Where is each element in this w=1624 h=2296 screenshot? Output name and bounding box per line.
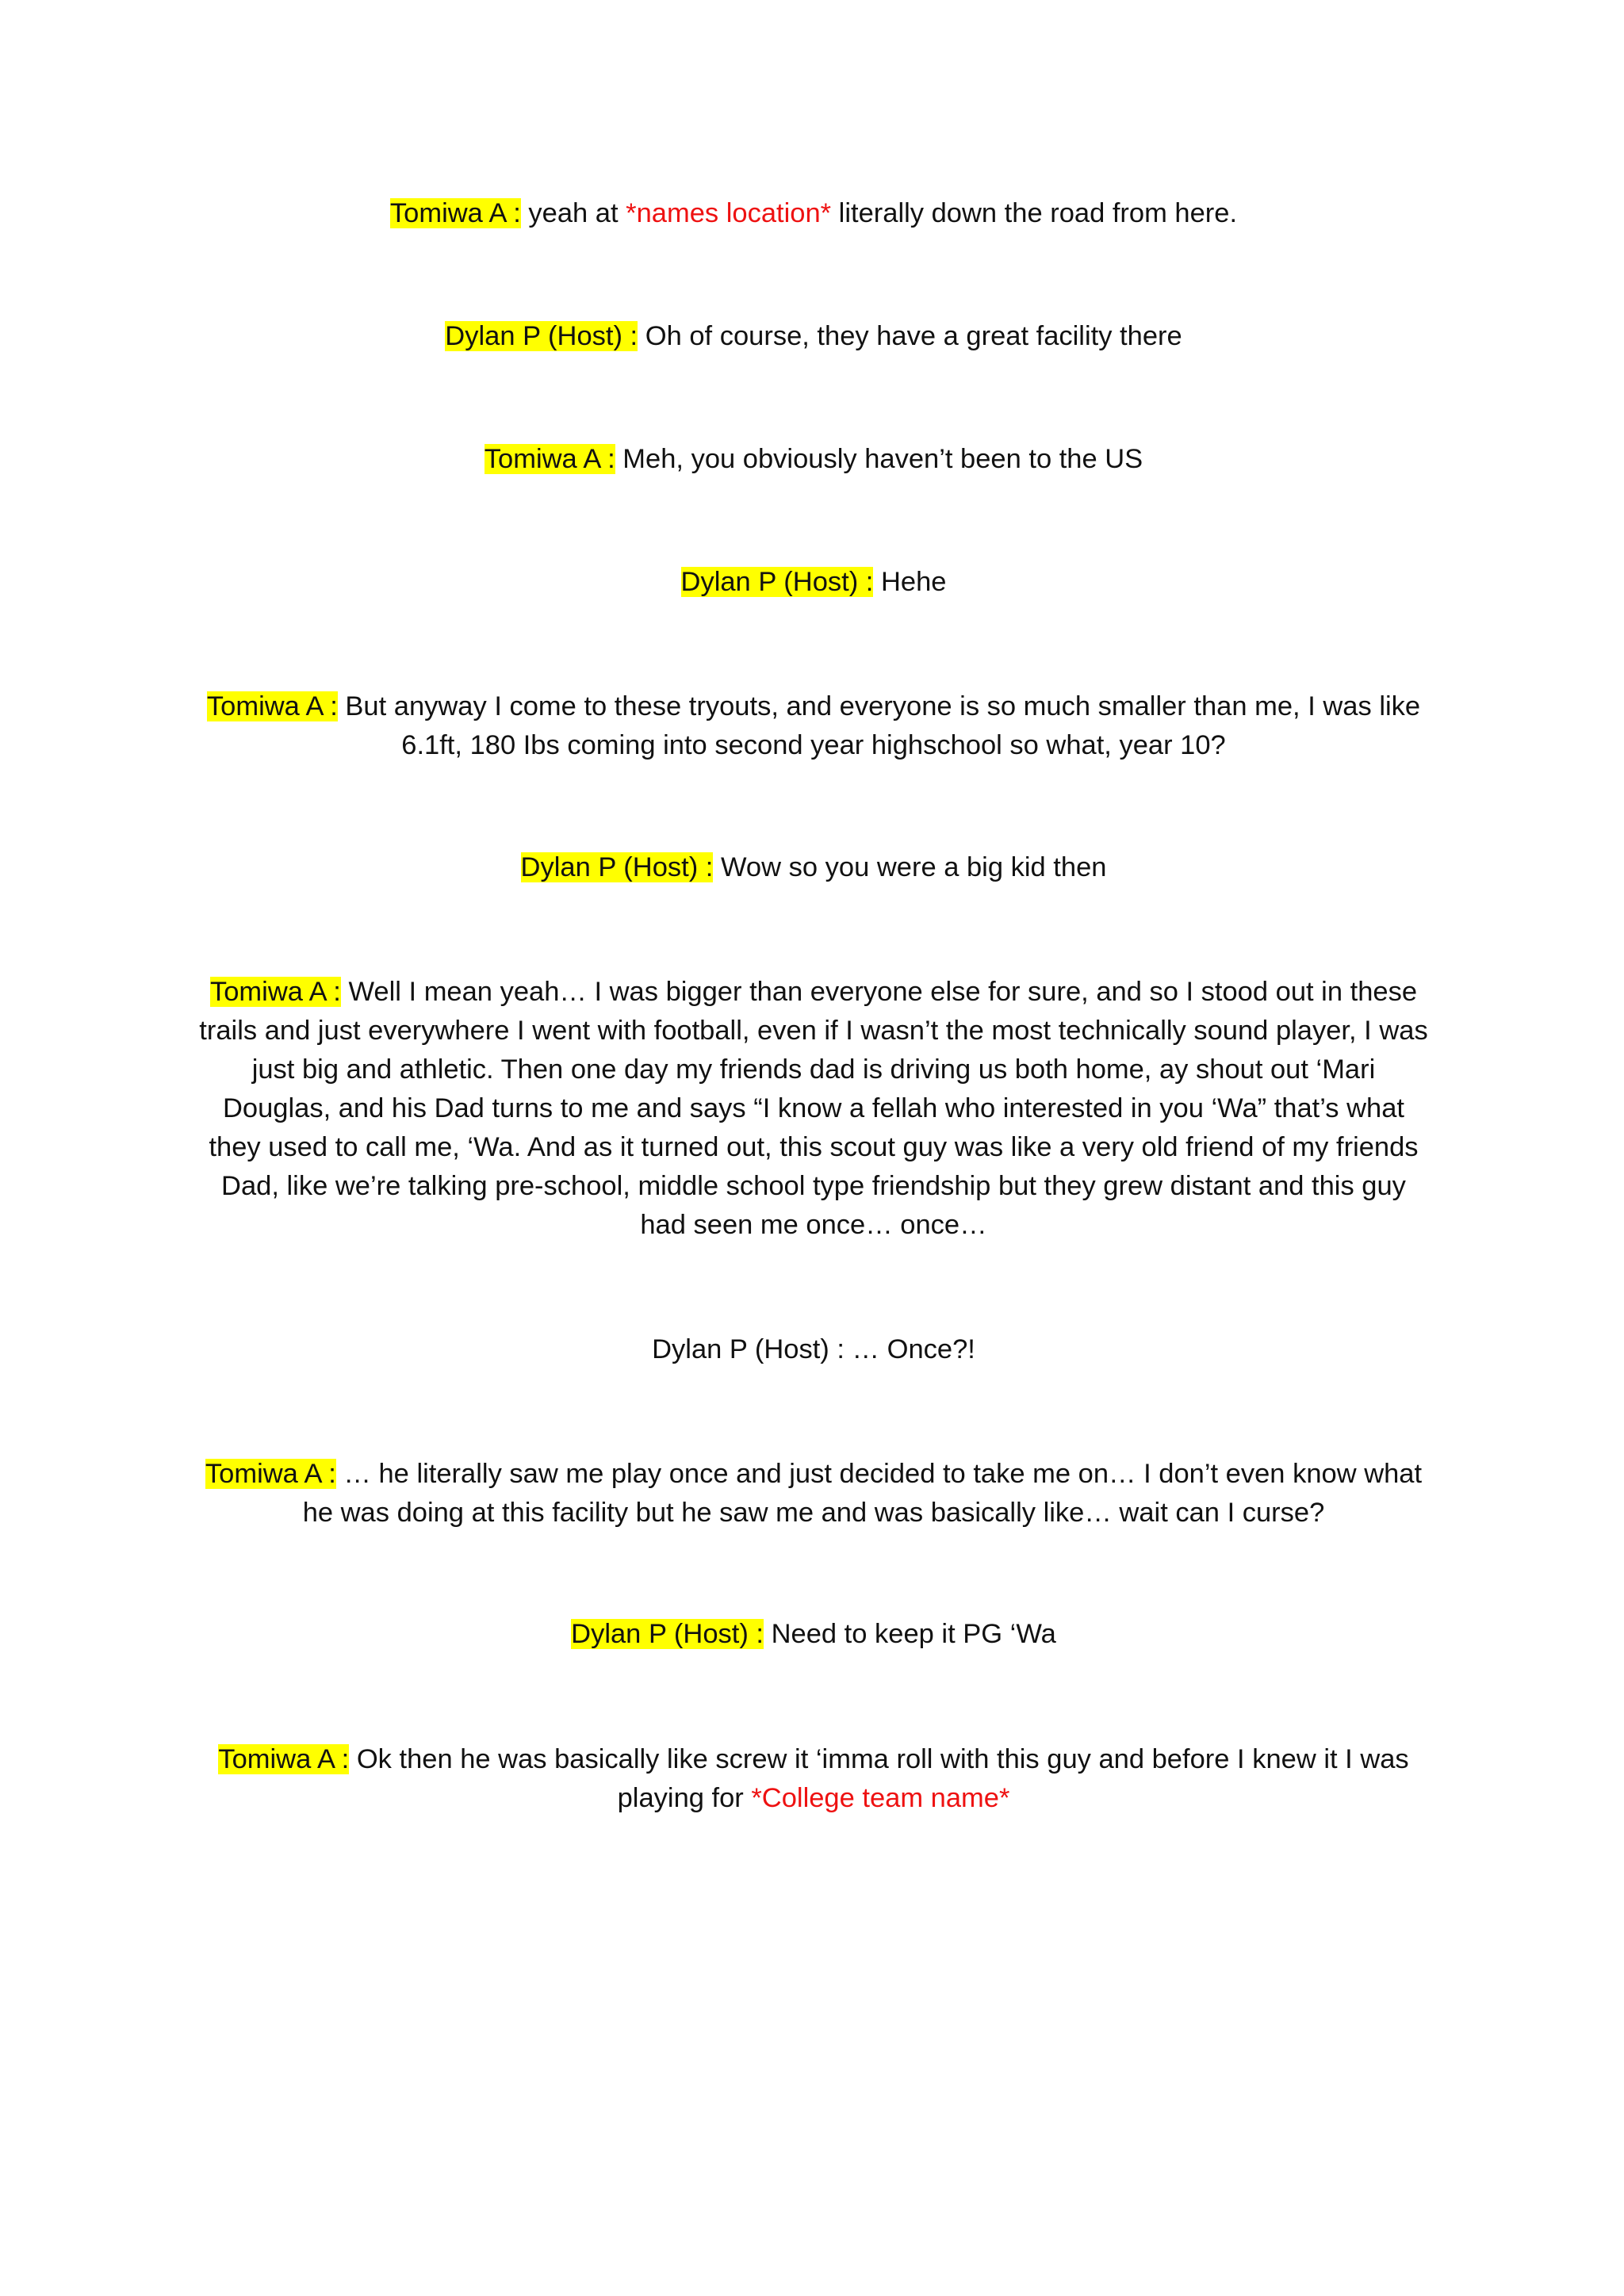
speaker-label: Dylan P (Host) : — [680, 567, 874, 597]
transcript-line — [195, 563, 1432, 602]
line-text: Hehe — [873, 567, 947, 597]
speaker-label: Dylan P (Host) : — [571, 1619, 764, 1649]
speaker-label: Tomiwa A : — [484, 444, 615, 474]
placeholder-text: *College team name* — [751, 1783, 1010, 1813]
line-text: … he literally saw me play once and just decided to take me on… I don’t even know what he was doing at this facility but he saw me and was basically like… wait can I curse? — [302, 1459, 1423, 1528]
placeholder-text: *names location* — [626, 198, 832, 228]
transcript-line — [195, 317, 1432, 356]
transcript-line — [195, 1740, 1432, 1818]
line-text: Well I mean yeah… I was bigger than everyone else for sure, and so I stood out in these trails and just everywhere I went with football, even if I wasn’t the most technically sound player, I was just big and athletic. Then one day my friends dad is driving us both home, ay shout out ‘Mari Douglas, and his Dad turns to me and says “I know a fellah who interested in you ‘Wa” that’s what they used to call me, ‘Wa. And as it turned out, this scout guy was like a very old friend of my friends Dad, like we’re talking pre-school, middle school type friendship but they grew distant and this guy had seen me once… once… — [199, 977, 1428, 1240]
transcript-line — [195, 1455, 1432, 1533]
line-text: literally down the road from here. — [831, 198, 1238, 228]
speaker-label: Dylan P (Host) : — [445, 321, 638, 351]
line-text: But anyway I come to these tryouts, and everyone is so much smaller than me, I was like 6.1ft, 180 Ibs coming into second year highschool so what, year 10? — [337, 691, 1421, 760]
line-text: Ok then he was basically like screw it ‘imma roll with this guy and before I knew it I was playing for — [349, 1744, 1409, 1813]
transcript-line — [195, 440, 1432, 479]
transcript-line — [195, 687, 1432, 765]
transcript-line — [195, 973, 1432, 1245]
transcript-line — [195, 848, 1432, 887]
speaker-label: Tomiwa A : — [206, 691, 338, 721]
line-text: Need to keep it PG ‘Wa — [764, 1619, 1056, 1649]
line-text: Dylan P (Host) : … Once?! — [652, 1334, 975, 1364]
line-text: Wow so you were a big kid then — [713, 852, 1107, 882]
transcript-line — [195, 194, 1432, 233]
line-text: yeah at — [520, 198, 626, 228]
speaker-label: Dylan P (Host) : — [520, 852, 714, 882]
transcript-line — [195, 1615, 1432, 1654]
speaker-label: Tomiwa A : — [205, 1459, 336, 1489]
speaker-label: Tomiwa A : — [209, 977, 341, 1007]
speaker-label: Tomiwa A : — [389, 198, 521, 228]
line-text: Oh of course, they have a great facility there — [638, 321, 1182, 351]
speaker-label: Tomiwa A : — [218, 1744, 350, 1774]
transcript-line — [195, 1330, 1432, 1369]
line-text: Meh, you obviously haven’t been to the US — [615, 444, 1143, 474]
